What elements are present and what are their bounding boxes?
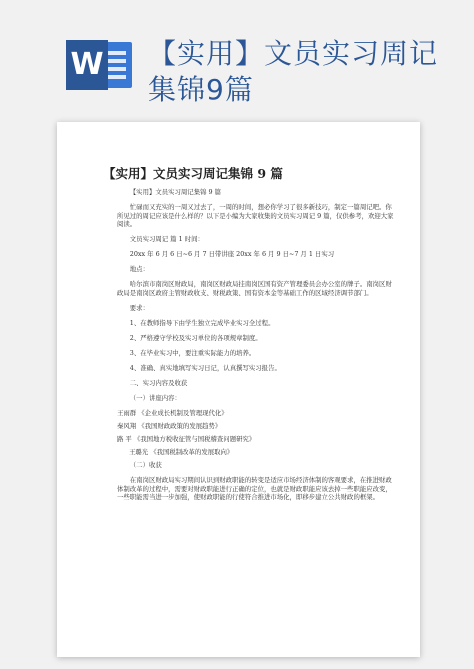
banner-title-line-2: 集锦9篇 (148, 73, 254, 106)
document-body (117, 188, 397, 508)
doc-paragraph: 在南岗区财政局实习期间认识到财政职能的转变是适应市场经济体制的客观要求，在推进财政体制改革的过程中，需要对财政职能进行正确的定位，也就是财政职能应该去掉一些职能应改变，一些职能需当进一步加强，使财政职能的行使符合推进市场化，即移步建立公共财政的框架。 (117, 475, 392, 502)
doc-list-item: 1、在教师指导下由学生独立完成毕业实习全过程。 (129, 318, 275, 327)
doc-list-item: 4、准确、真实地填写实习日记，认真撰写实习报告。 (129, 363, 281, 372)
banner-title-line-1: 【实用】文员实习周记 (148, 37, 439, 70)
doc-list-item: 2、严格遵守学校及实习单位的各项规章制度。 (129, 333, 262, 342)
doc-section-heading: 二、实习内容及收获 (129, 378, 188, 387)
doc-paragraph: 【实用】文员实习周记集锦 9 篇 (129, 188, 222, 196)
doc-paragraph: 文员实习周记 篇 1 时间： (129, 235, 204, 244)
doc-paragraph: 忙碌而又充实的一周又过去了，一周的时间，想必你学习了很多新技巧，制定一篇周记吧。你所见过的周记应该是什么样的？以下是小编为大家收集的文员实习周记 9 篇，仅供参考，欢迎大家阅读。 (117, 202, 394, 229)
doc-paragraph: 20xx 年 6 月 6 日~6 月 7 日带讲座 20xx 年 6 月 9 日~7 月 1 日实习 (129, 250, 335, 259)
document-title: 【实用】文员实习周记集锦 9 篇 (103, 166, 283, 181)
doc-paragraph: 地点： (129, 265, 149, 274)
word-logo-letter: W (66, 40, 108, 90)
doc-lecture-item: 秦风翔 《我国财政政策的发展趋势》 (117, 421, 222, 430)
doc-subheading: （一）讲座内容： (129, 393, 181, 402)
doc-lecture-item: 王雨群 《企业成长机制及管理现代化》 (117, 408, 228, 417)
doc-lecture-item: 王璐光 《我国税制改革的发展取向》 (129, 447, 234, 456)
doc-lecture-item: 路 平 《我国地方税收征管与国税稽查问题研究》 (117, 434, 256, 443)
document-page (57, 122, 420, 657)
word-document-icon (66, 40, 132, 90)
doc-paragraph: 要求： (129, 303, 149, 312)
doc-paragraph: 哈尔滨市南岗区财政局，南岗区财政局挂南岗区国有资产管理委员会办公室的牌子。南岗区财政局是南岗区政府主管财政收支、财税政策、国有资本金等基础工作的区域经济调节部门。 (117, 280, 392, 297)
header-banner (0, 0, 474, 120)
banner-title (148, 36, 448, 108)
doc-list-item: 3、在毕业实习中，要注重实际能力的培养。 (129, 348, 256, 357)
doc-subheading: （二）收获 (129, 460, 162, 469)
